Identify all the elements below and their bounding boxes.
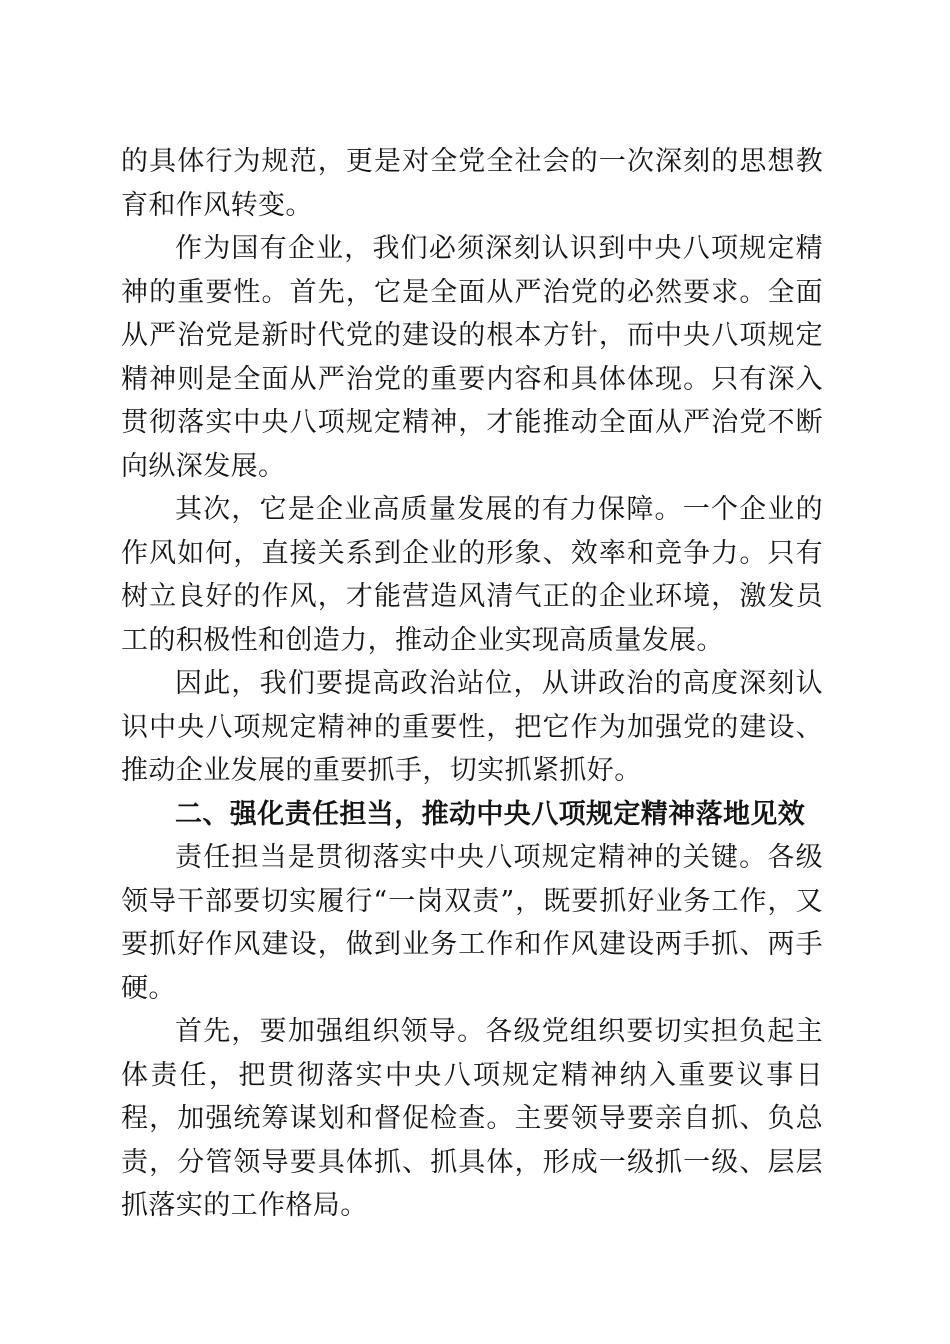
document-body xyxy=(121,140,823,1228)
paragraph-importance: 作为国有企业，我们必须深刻认识到中央八项规定精神的重要性。首先，它是全面从严治党的必然要求。全面从严治党是新时代党的建设的根本方针，而中央八项规定精神则是全面从严治党的重要内容和具体体现。只有深入贯彻落实中央八项规定精神，才能推动全面从严治党不断向纵深发展。 xyxy=(121,233,823,482)
paragraph-enterprise-development: 其次，它是企业高质量发展的有力保障。一个企业的作风如何，直接关系到企业的形象、效率和竞争力。只有树立良好的作风，才能营造风清气正的企业环境，激发员工的积极性和创造力，推动企业实现高质量发展。 xyxy=(121,494,823,656)
paragraph-political-stance: 因此，我们要提高政治站位，从讲政治的高度深刻认识中央八项规定精神的重要性，把它作为加强党的建设、推动企业发展的重要抓手，切实抓紧抓好。 xyxy=(121,668,823,786)
paragraph-continuation: 的具体行为规范，更是对全党全社会的一次深刻的思想教育和作风转变。 xyxy=(121,146,823,221)
section-heading: 二、强化责任担当，推动中央八项规定精神落地见效 xyxy=(175,798,806,830)
paragraph-responsibility: 责任担当是贯彻落实中央八项规定精神的关键。各级领导干部要切实履行“一岗双责”，既要抓好业务工作，又要抓好作风建设，做到业务工作和作风建设两手抓、两手硬。 xyxy=(121,842,823,1004)
paragraph-organizational-leadership: 首先，要加强组织领导。各级党组织要切实担负起主体责任，把贯彻落实中央八项规定精神纳入重要议事日程，加强统筹谋划和督促检查。主要领导要亲自抓、负总责，分管领导要具体抓、抓具体，形成一级抓一级、层层抓落实的工作格局。 xyxy=(121,1016,823,1221)
